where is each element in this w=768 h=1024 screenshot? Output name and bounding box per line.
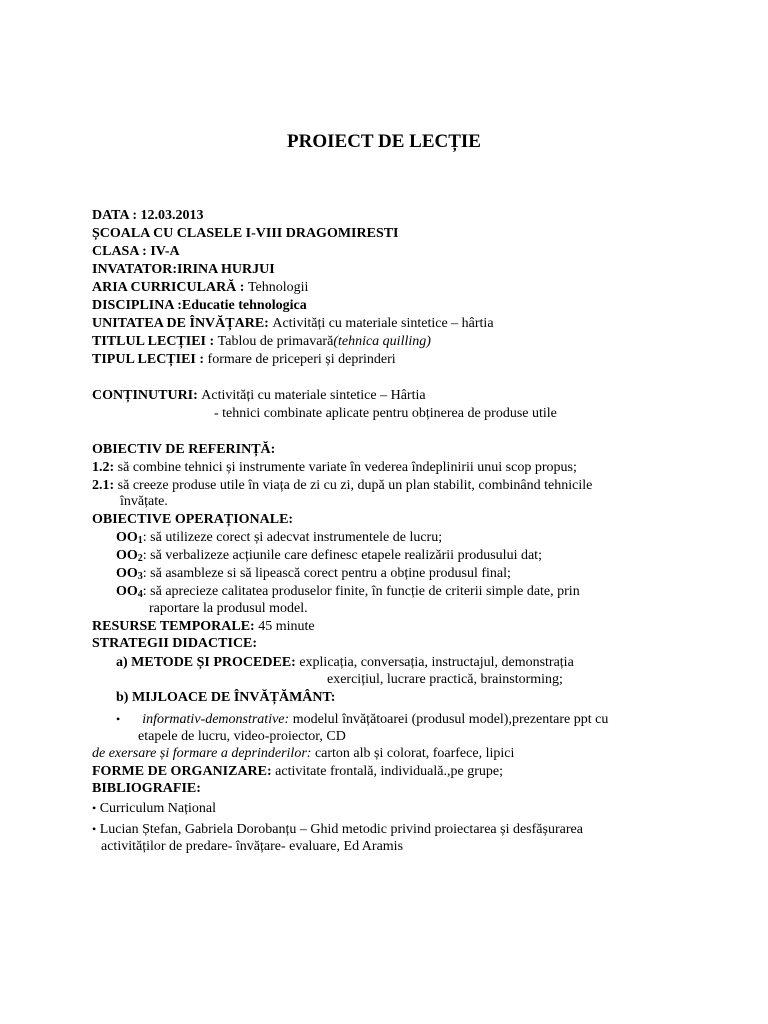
discipline-value: Educatie tehnologica	[181, 298, 307, 313]
methods-line	[116, 654, 574, 672]
bullet-icon: •	[92, 822, 97, 836]
lesson-title-line	[92, 333, 431, 351]
time-resources-line	[92, 618, 315, 636]
bibliography-item	[92, 820, 583, 839]
discipline-line	[92, 297, 307, 315]
operational-objective-item	[116, 529, 442, 547]
lesson-title-value: Tablou de primavară	[217, 334, 334, 349]
teacher-line: INVATATOR:IRINA HURJUI	[92, 262, 275, 277]
bibliography-text: Lucian Ștefan, Gabriela Dorobanțu – Ghid metodic privind proiectarea și desfășurarea	[99, 822, 583, 837]
organization-forms-label: FORME DE ORGANIZARE:	[92, 764, 276, 779]
organization-forms-value: activitate frontală, individuală.,pe grupe;	[275, 764, 503, 779]
teaching-aids-continuation: etapele de lucru, video-proiector, CD	[138, 729, 346, 744]
reference-objective-continuation: învățate.	[120, 494, 168, 509]
reference-objective-item	[92, 459, 577, 477]
operational-objectives-heading: OBIECTIVE OPERAȚIONALE:	[92, 512, 294, 527]
methods-value-1: explicația, conversația, instructajul, demonstrația	[299, 655, 574, 670]
lesson-title-label: TITLUL LECȚIEI :	[92, 334, 218, 349]
reference-objective-code: 2.1:	[92, 478, 115, 493]
document-title: PROIECT DE LECȚIE	[287, 131, 481, 152]
teaching-aids-text: modelul învățătoarei (produsul model),prezentare ppt cu	[289, 712, 609, 727]
contents-line	[92, 387, 426, 405]
reference-objective-text: să creeze produse utile în viața de zi cu zi, după un plan stabilit, combinând tehnicile	[114, 478, 593, 493]
lesson-title-technique: (tehnica quilling)	[333, 334, 431, 349]
operational-objective-text: : să utilizeze corect și adecvat instrumentele de lucru;	[142, 530, 443, 545]
teaching-aids-heading: b) MIJLOACE DE ÎNVĂȚĂMÂNT:	[116, 690, 336, 705]
reference-objective-heading: OBIECTIV DE REFERINȚĂ:	[92, 442, 276, 457]
bullet-icon: •	[92, 801, 97, 815]
operational-objective-item	[116, 583, 580, 601]
practice-materials-category: de exersare și formare a deprinderilor:	[92, 746, 312, 761]
curricular-area-label: ARIA CURRICULARĂ :	[92, 280, 248, 295]
operational-objective-text: : să aprecieze calitatea produselor finite, în funcție de criterii simple date, prin	[142, 584, 580, 599]
operational-objective-text: : să asambleze si să lipească corect pentru a obține produsul final;	[142, 566, 511, 581]
teaching-aids-item	[116, 710, 608, 729]
bibliography-item	[92, 799, 216, 818]
learning-unit-value: Activități cu materiale sintetice – hârtia	[272, 316, 494, 331]
operational-objective-code: $OO_3$	[116, 566, 143, 582]
curricular-area-value: Tehnologii	[247, 280, 309, 295]
operational-objective-item	[116, 547, 542, 565]
bibliography-continuation: activităților de predare- învățare- evaluare, Ed Aramis	[101, 839, 404, 854]
practice-materials-text: carton alb și colorat, foarfece, lipici	[311, 746, 515, 761]
lesson-type-value: formare de priceperi și deprinderi	[207, 352, 396, 367]
methods-value-2: exercițiul, lucrare practică, brainstorming;	[327, 672, 563, 687]
contents-label: CONȚINUTURI:	[92, 388, 202, 403]
learning-unit-label: UNITATEA DE ÎNVĂȚARE:	[92, 316, 273, 331]
operational-objective-code: $OO_2$	[116, 548, 143, 564]
reference-objective-text: să combine tehnici și instrumente variate în vederea îndeplinirii unui scop propus;	[114, 460, 577, 475]
bibliography-text: Curriculum Național	[99, 801, 216, 816]
methods-label: a) METODE ȘI PROCEDEE:	[116, 655, 300, 670]
contents-value-2: - tehnici combinate aplicate pentru obținerea de produse utile	[214, 406, 557, 421]
operational-objective-continuation: raportare la produsul model.	[149, 601, 308, 616]
operational-objective-item	[116, 565, 511, 583]
time-resources-value: 45 minute	[258, 619, 315, 634]
reference-objective-code: 1.2:	[92, 460, 115, 475]
bibliography-heading: BIBLIOGRAFIE:	[92, 781, 201, 796]
bullet-icon: •	[116, 712, 121, 726]
operational-objective-code: $OO_4$	[116, 584, 143, 600]
date-line: DATA : 12.03.2013	[92, 208, 204, 223]
practice-materials-line	[92, 745, 514, 763]
school-line: ȘCOALA CU CLASELE I-VIII DRAGOMIRESTI	[92, 226, 399, 241]
teaching-aids-category: informativ-demonstrative:	[142, 712, 290, 727]
class-line: CLASA : IV-A	[92, 244, 180, 259]
contents-value-1: Activități cu materiale sintetice – Hârtia	[201, 388, 426, 403]
time-resources-label: RESURSE TEMPORALE:	[92, 619, 259, 634]
discipline-label: DISCIPLINA :	[92, 298, 182, 313]
operational-objective-code: $OO_1$	[116, 530, 143, 546]
lesson-type-label: TIPUL LECȚIEI :	[92, 352, 208, 367]
curricular-area-line	[92, 279, 308, 297]
operational-objective-text: : să verbalizeze acțiunile care definesc etapele realizării produsului dat;	[142, 548, 542, 563]
organization-forms-line	[92, 763, 503, 781]
learning-unit-line	[92, 315, 494, 333]
strategies-heading: STRATEGII DIDACTICE:	[92, 636, 258, 651]
lesson-type-line	[92, 351, 396, 369]
